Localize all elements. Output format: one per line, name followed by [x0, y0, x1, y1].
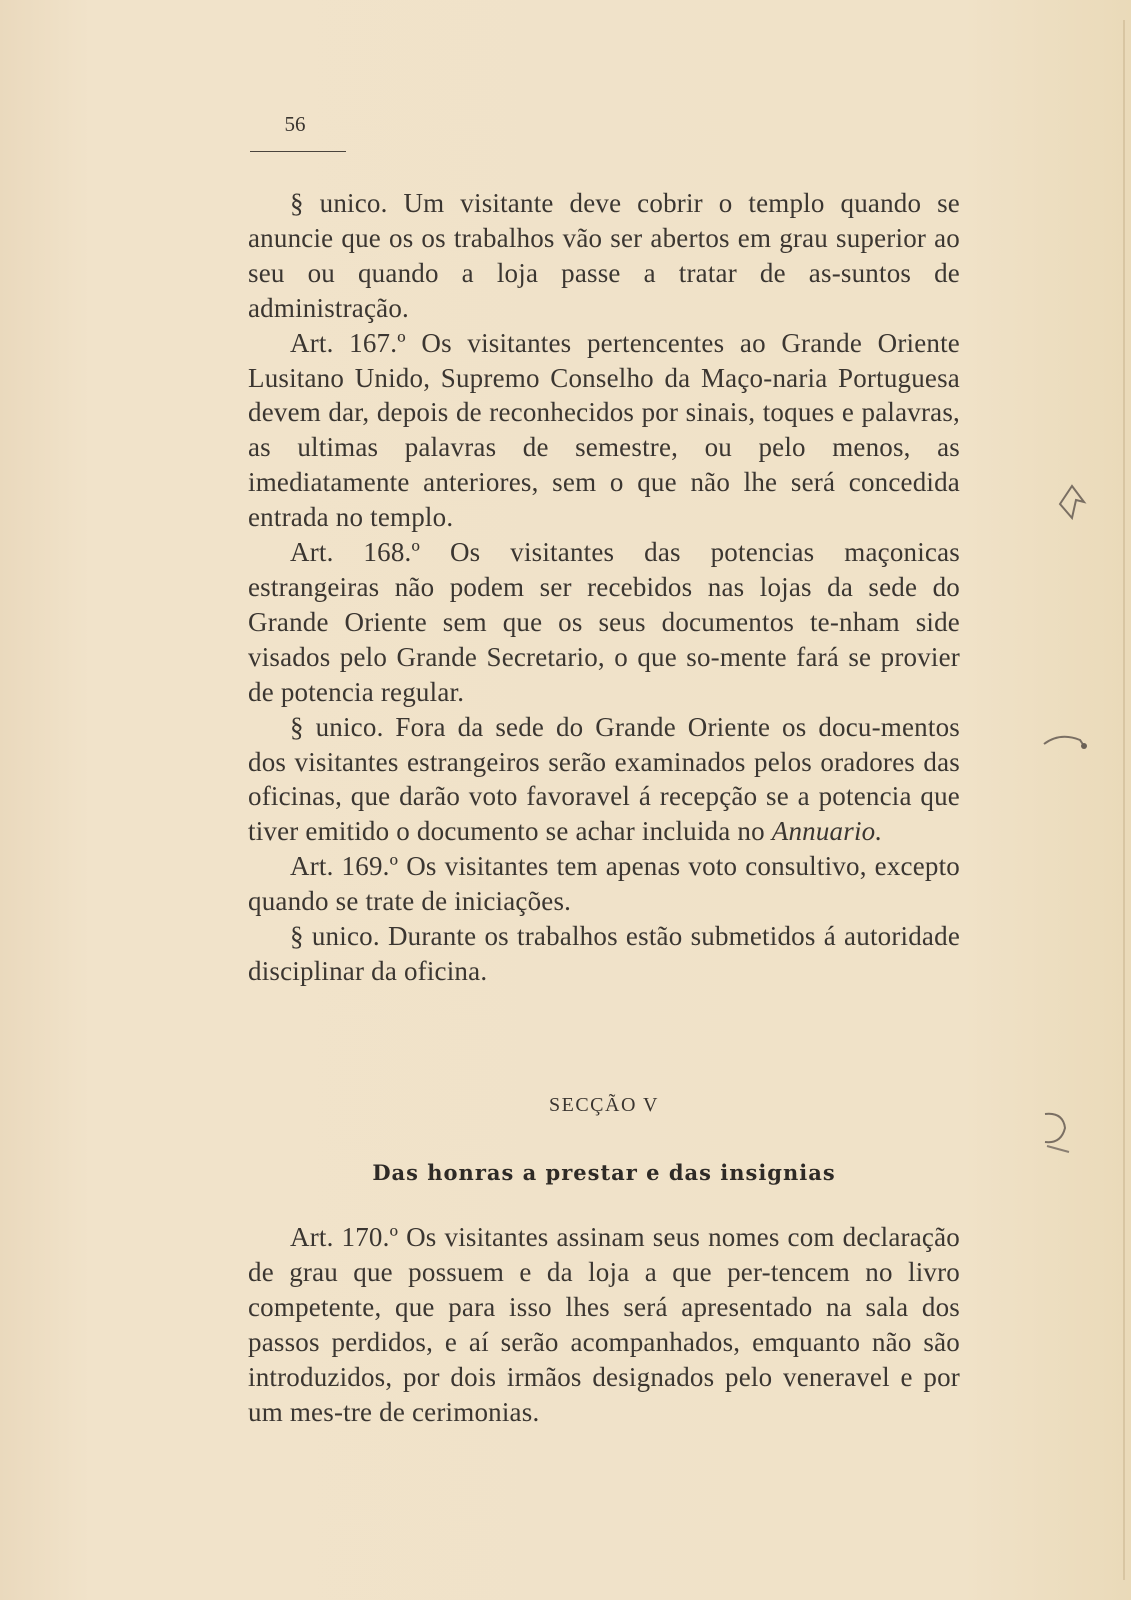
- paragraph-text: Os visitantes tem apenas voto consultivo, excepto quando se trate de iniciações.: [248, 851, 961, 917]
- paragraph-unico-2: [248, 710, 960, 850]
- section-subtitle: Das honras a prestar e das insignias: [372, 1160, 836, 1185]
- paragraph-text: Os visitantes assinam seus nomes com declaração de grau que possuem e da loja a que per-tencem no livro competente, que para isso lhes será apresentado na sala dos passos perdidos, e aí serão acompanhados, emquanto não são introduzidos, por dois irmãos designados pelo veneravel e por um mes-tre de cerimonias.: [248, 1222, 960, 1427]
- ink-blot-mark: [1035, 1108, 1075, 1158]
- paragraph-prefix: § unico.: [290, 188, 388, 218]
- paragraph-prefix: § unico.: [290, 921, 380, 952]
- ink-blot-mark: [1040, 730, 1090, 760]
- body-text-section-v: [248, 1220, 960, 1429]
- paragraph-prefix: Art. 168.º: [290, 537, 421, 568]
- paragraph-text: Um visitante deve cobrir o templo quando se anuncie que os os trabalhos vão ser abertos em grau superior ao seu ou quando a loja passe a tratar de as-suntos de administração.: [248, 188, 960, 323]
- annuario-italic: Annuario.: [771, 816, 883, 847]
- page-number: 56: [284, 112, 306, 136]
- section-title: SECÇÃO V: [549, 1094, 659, 1116]
- paragraph-prefix: Art. 170.º: [290, 1222, 399, 1252]
- header-rule: [250, 151, 346, 152]
- paragraph-art-170: [248, 1220, 960, 1429]
- paragraph-text: Os visitantes pertencentes ao Grande Oriente Lusitano Unido, Supremo Conselho da Maço-naria Portuguesa devem dar, depois de reconhecidos por sinais, toques e palavras, as ultimas palavras de semestre, ou pelo menos, as imediatamente anteriores, sem o que não lhe será concedida entrada no templo.: [248, 327, 960, 533]
- paragraph-text: Fora da sede do Grande Oriente os docu-mentos dos visitantes estrangeiros serão examinados pelos oradores das oficinas, que darão voto favoravel á recepção se a potencia que tiver emitido o documento se achar incluida no: [248, 711, 960, 847]
- ink-blot-mark: [1052, 478, 1092, 528]
- paragraph-prefix: Art. 167.º: [290, 327, 406, 358]
- paragraph-unico-1: [248, 186, 960, 326]
- paragraph-prefix: Art. 169.º: [290, 851, 399, 882]
- paragraph-art-169: [248, 849, 960, 919]
- paragraph-text: Os visitantes das potencias maçonicas estrangeiras não podem ser recebidos nas lojas da sede do Grande Oriente sem que os seus documentos te-nham side visados pelo Grande Secretario, o que so-mente fará se provier de potencia regular.: [248, 537, 960, 707]
- body-text: [248, 186, 960, 989]
- paragraph-prefix: § unico.: [290, 711, 384, 742]
- paragraph-text: Durante os trabalhos estão submetidos á autoridade disciplinar da oficina.: [248, 921, 960, 986]
- paragraph-art-168: [248, 535, 960, 710]
- paragraph-unico-3: [248, 919, 960, 989]
- page-edge: [1123, 20, 1125, 1580]
- paragraph-art-167: [248, 326, 960, 535]
